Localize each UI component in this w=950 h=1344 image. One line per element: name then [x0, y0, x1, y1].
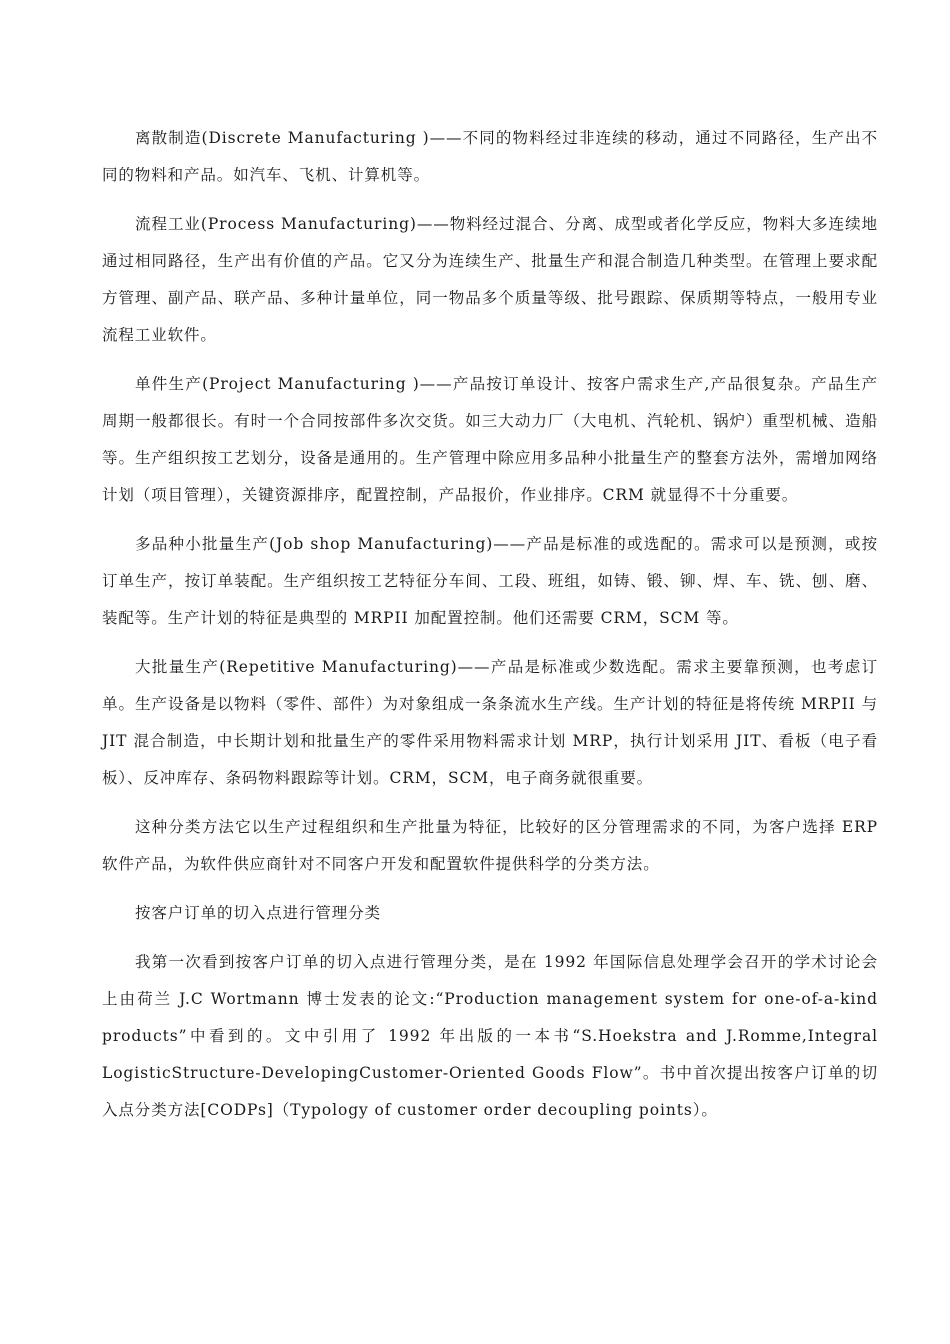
- paragraph-discrete-manufacturing: 离散制造(Discrete Manufacturing )——不同的物料经过非连续的移动，通过不同路径，生产出不同的物料和产品。如汽车、飞机、计算机等。: [102, 129, 878, 184]
- paragraph-classification-summary: 这种分类方法它以生产过程组织和生产批量为特征，比较好的区分管理需求的不同，为客户选择 ERP 软件产品，为软件供应商针对不同客户开发和配置软件提供科学的分类方法。: [102, 818, 878, 873]
- paragraph-job-shop-manufacturing: 多品种小批量生产(Job shop Manufacturing)——产品是标准的或选配的。需求可以是预测，或按订单生产，按订单装配。生产组织按工艺特征分车间、工段、班组，如铸、锻、铆、焊、车、铣、刨、磨、装配等。生产计划的特征是典型的 MRPII 加配置控制。他们还需要 CRM，SCM 等。: [102, 535, 878, 627]
- paragraph-project-manufacturing: 单件生产(Project Manufacturing )——产品按订单设计、按客户需求生产,产品很复杂。产品生产周期一般都很长。有时一个合同按部件多次交货。如三大动力厂（大电机、汽轮机、锅炉）重型机械、造船等。生产组织按工艺划分，设备是通用的。生产管理中除应用多品种小批量生产的整套方法外，需增加网络计划（项目管理），关键资源排序，配置控制，产品报价，作业排序。CRM 就显得不十分重要。: [102, 375, 878, 504]
- paragraph-codp-origin: 我第一次看到按客户订单的切入点进行管理分类，是在 1992 年国际信息处理学会召开的学术讨论会上由荷兰 J.C Wortmann 博士发表的论文:“Production management system for one-of-a-kind products”中看到的。文中引用了 1992 年出版的一本书“S.Hoekstra and J.Romme,Integral LogisticStructure-DevelopingCustomer-Oriented Goods Flow”。书中首次提出按客户订单的切入点分类方法[CODPs]（Typology of customer order decoupling points）。: [102, 953, 878, 1119]
- document-body: [102, 120, 878, 1141]
- section-heading-codp: 按客户订单的切入点进行管理分类: [135, 904, 382, 922]
- paragraph-process-manufacturing: 流程工业(Process Manufacturing)——物料经过混合、分离、成型或者化学反应，物料大多连续地通过相同路径，生产出有价值的产品。它又分为连续生产、批量生产和混合制造几种类型。在管理上要求配方管理、副产品、联产品、多种计量单位，同一物品多个质量等级、批号跟踪、保质期等特点，一般用专业流程工业软件。: [102, 215, 878, 344]
- paragraph-repetitive-manufacturing: 大批量生产(Repetitive Manufacturing)——产品是标准或少数选配。需求主要靠预测，也考虑订单。生产设备是以物料（零件、部件）为对象组成一条条流水生产线。生产计划的特征是将传统 MRPII 与 JIT 混合制造，中长期计划和批量生产的零件采用物料需求计划 MRP，执行计划采用 JIT、看板（电子看板）、反冲库存、条码物料跟踪等计划。CRM，SCM，电子商务就很重要。: [102, 658, 878, 787]
